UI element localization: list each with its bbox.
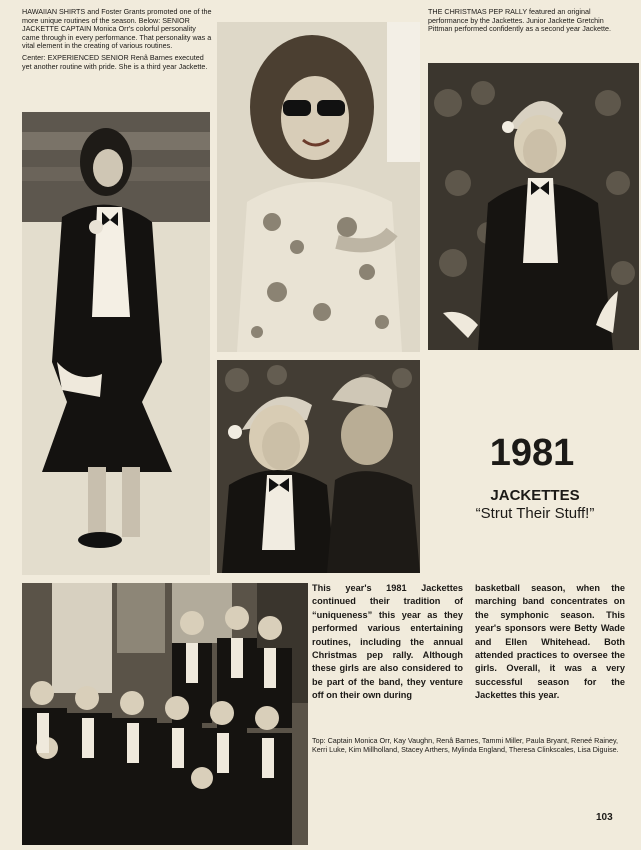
year-heading: 1981 (489, 432, 575, 474)
group-photo-caption: Top: Captain Monica Orr, Kay Vaughn, Renâ Barnes, Tammi Miller, Paula Bryant, Reneé Rainey, Kerri Luke, Kim Millholland, Stacey Arthers, Mylinda England, Theresa Clinkscales, Lisa Diguise. (312, 736, 619, 754)
headline-jackettes: JACKETTES (490, 487, 580, 504)
caption-top-right (428, 8, 628, 37)
subhead-tagline: “Strut Their Stuff!” (475, 505, 595, 522)
photo-hawaiian-shirt (217, 22, 420, 352)
photo-rena-barnes (217, 360, 420, 573)
caption-christmas-pep-rally: THE CHRISTMAS PEP RALLY featured an original performance by the Jackettes. Junior Jackette Gretchin Pittman performed confidently as a second year Jackette. (428, 7, 611, 34)
photo-monica-orr (22, 112, 210, 575)
page-number: 103 (596, 812, 613, 823)
photo-group (22, 583, 308, 845)
photo-christmas-pep-rally (428, 63, 639, 350)
caption-top-left (22, 8, 212, 74)
article-column-2: basketball season, when the marching band concentrates on the symphonic season. This year's sponsors were Betty Wade and Ellen Whitehead. Both attended practices to oversee the girls. Overall, it was a very successful season for the Jackettes this year. (475, 583, 625, 701)
caption-hawaiian-shirts: HAWAIIAN SHIRTS and Foster Grants promoted one of the more unique routines of the season. Below: SENIOR JACKETTE CAPTAIN Monica Orr's colorful personality came through in every performance. That personality was a vital element in the creating of various routines. (22, 7, 212, 51)
caption-center-photo: Center: EXPERIENCED SENIOR Renâ Barnes executed yet another routine with pride. She is a third year Jackette. (22, 52, 208, 71)
article-column-1: This year's 1981 Jackettes continued their tradition of “uniqueness” this year as they performed various entertaining routines, including the annual Christmas pep rally. Although these girls are also considered to be part of the band, they venture off on their own during (312, 583, 463, 701)
